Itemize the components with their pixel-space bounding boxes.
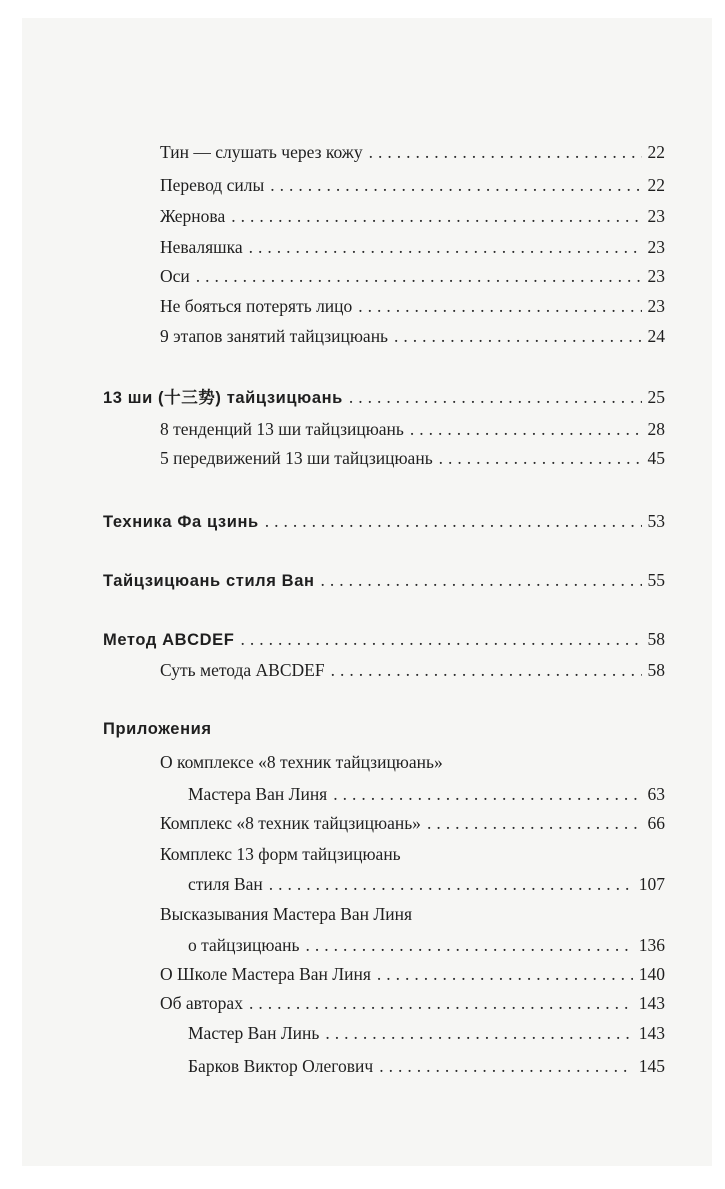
- dot-leader: [265, 510, 642, 532]
- toc-entry: [188, 783, 665, 805]
- toc-entry: [160, 205, 665, 227]
- toc-entry-title: Перевод силы: [160, 175, 265, 195]
- toc-section: [103, 386, 665, 408]
- toc-entry: [188, 873, 665, 895]
- dot-leader: [379, 1055, 633, 1077]
- toc-entry: [160, 295, 665, 317]
- toc-entry-title: стиля Ван: [188, 874, 263, 894]
- toc-entry-page: 66: [647, 813, 665, 833]
- toc-entry: [160, 992, 665, 1014]
- dot-leader: [270, 174, 641, 196]
- toc-entry-title: о тайцзицюань: [188, 935, 300, 955]
- toc-entry-page: 143: [638, 993, 665, 1013]
- toc-section: [103, 628, 665, 650]
- toc-entry-page: 24: [647, 326, 665, 346]
- dot-leader: [249, 236, 642, 258]
- toc-entry-page: 55: [647, 570, 665, 590]
- toc-entry: [160, 174, 665, 196]
- toc-entry-title: О комплексе «8 техник тайцзицюань»: [160, 752, 443, 772]
- toc-entry-title: О Школе Мастера Ван Линя: [160, 964, 371, 984]
- dot-leader: [377, 963, 633, 985]
- toc-entry-title: 8 тенденций 13 ши тайцзицюань: [160, 419, 404, 439]
- toc-entry-title: Высказывания Мастера Ван Линя: [160, 904, 413, 924]
- dot-leader: [231, 205, 641, 227]
- dot-leader: [333, 783, 641, 805]
- toc-entry-page: 23: [647, 206, 665, 226]
- toc-entry: [160, 751, 665, 773]
- dot-leader: [394, 325, 641, 347]
- toc-entry-title: 9 этапов занятий тайцзицюань: [160, 326, 389, 346]
- toc-entry-page: 63: [647, 784, 665, 804]
- toc-entry-page: 58: [647, 660, 665, 680]
- toc-entry: [188, 1055, 665, 1077]
- toc-entry-page: 28: [647, 419, 665, 439]
- toc-entry: [160, 141, 665, 163]
- toc-entry: [160, 447, 665, 469]
- toc-entry-page: 25: [647, 387, 665, 407]
- toc-section-title: 13 ши (十三势) тайцзицюань: [103, 389, 343, 407]
- dot-leader: [249, 992, 633, 1014]
- dot-leader: [349, 386, 642, 408]
- dot-leader: [325, 1022, 632, 1044]
- toc-section-title: Техника Фа цзинь: [103, 513, 259, 531]
- toc-section: [103, 718, 665, 740]
- toc-entry-page: 140: [638, 964, 665, 984]
- dot-leader: [369, 141, 642, 163]
- toc-entry-title: Комплекс «8 техник тайцзицюань»: [160, 813, 421, 833]
- toc-entry: [160, 903, 665, 925]
- dot-leader: [358, 295, 641, 317]
- dot-leader: [196, 265, 642, 287]
- toc-section-title: Метод ABCDEF: [103, 631, 235, 649]
- toc-entry: [160, 843, 665, 865]
- dot-leader: [306, 934, 633, 956]
- dot-leader: [439, 447, 642, 469]
- toc-section-title: Приложения: [103, 720, 212, 738]
- toc-entry-page: 143: [638, 1023, 665, 1043]
- toc-entry: [160, 265, 665, 287]
- dot-leader: [331, 659, 642, 681]
- toc-entry-page: 45: [647, 448, 665, 468]
- toc-entry-title: Оси: [160, 266, 190, 286]
- dot-leader: [427, 812, 642, 834]
- toc-entry-title: Жернова: [160, 206, 226, 226]
- toc-section: [103, 569, 665, 591]
- toc-entry-page: 58: [647, 629, 665, 649]
- toc-entry-page: 53: [647, 511, 665, 531]
- toc-entry-page: 22: [647, 175, 665, 195]
- toc-section: [103, 510, 665, 532]
- toc-entry: [160, 418, 665, 440]
- dot-leader: [240, 628, 641, 650]
- toc-entry: [160, 325, 665, 347]
- dot-leader: [410, 418, 642, 440]
- toc-entry: [160, 812, 665, 834]
- toc-entry: [188, 934, 665, 956]
- toc-entry-title: Об авторах: [160, 993, 243, 1013]
- toc-entry-page: 23: [647, 296, 665, 316]
- toc-entry-title: Комплекс 13 форм тайцзицюань: [160, 844, 401, 864]
- toc-entry-title: Барков Виктор Олегович: [188, 1056, 374, 1076]
- toc-entry-title: Тин — слушать через кожу: [160, 142, 363, 162]
- toc-entry-page: 145: [638, 1056, 665, 1076]
- dot-leader: [269, 873, 633, 895]
- toc-entry: [188, 1022, 665, 1044]
- toc-section-title: Тайцзицюань стиля Ван: [103, 572, 315, 590]
- toc-entry-title: Суть метода ABCDEF: [160, 660, 325, 680]
- toc-entry-page: 23: [647, 266, 665, 286]
- toc-entry-page: 22: [647, 142, 665, 162]
- toc-entry: [160, 659, 665, 681]
- toc-entry-page: 23: [647, 237, 665, 257]
- toc-entry-page: 136: [638, 935, 665, 955]
- toc-entry-title: Не бояться потерять лицо: [160, 296, 353, 316]
- toc-entry: [160, 236, 665, 258]
- toc-entry-title: 5 передвижений 13 ши тайцзицюань: [160, 448, 433, 468]
- toc-entry-title: Мастер Ван Линь: [188, 1023, 320, 1043]
- toc-entry: [160, 963, 665, 985]
- toc-entry-title: Неваляшка: [160, 237, 243, 257]
- toc-entry-page: 107: [638, 874, 665, 894]
- toc-entry-title: Мастера Ван Линя: [188, 784, 328, 804]
- dot-leader: [321, 569, 642, 591]
